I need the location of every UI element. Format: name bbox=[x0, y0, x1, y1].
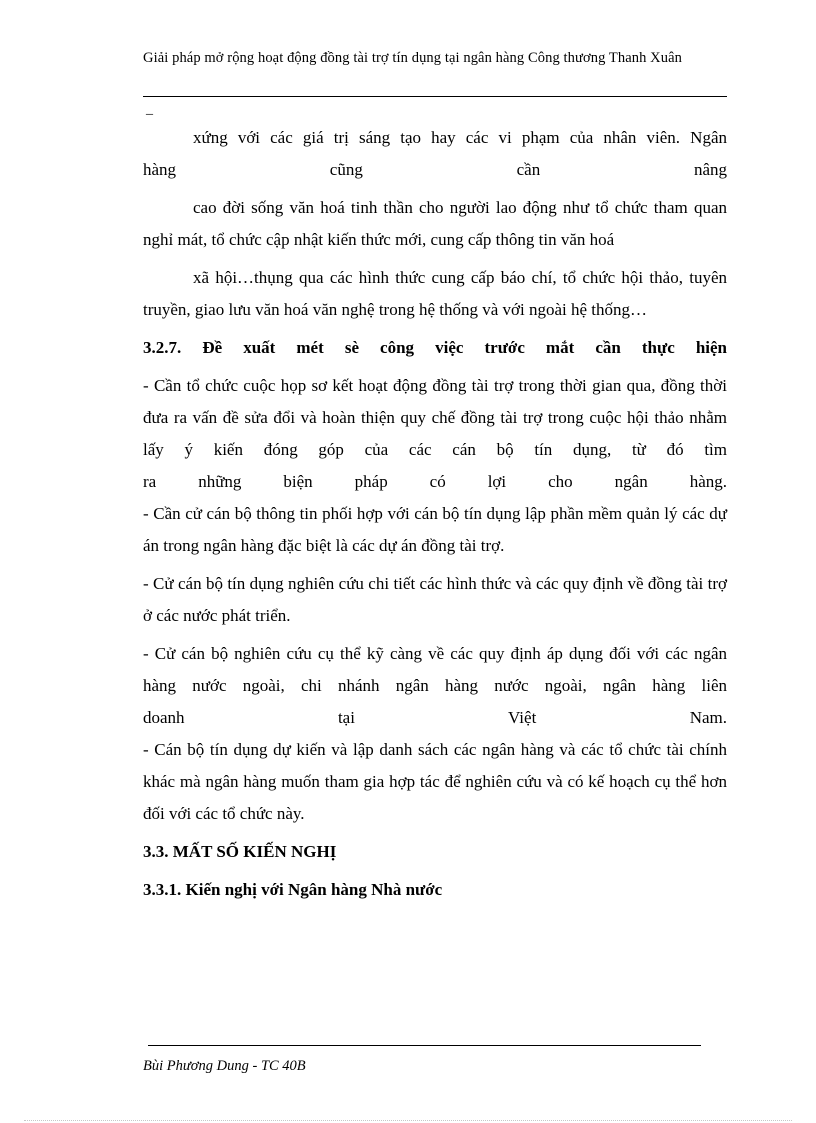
page-bottom-border bbox=[24, 1120, 792, 1121]
list-item: - Cần cử cán bộ thông tin phối hợp với cán bộ tín dụng lập phần mềm quản lý các dự án trong ngân hàng đặc biệt là các dự án đồng tài trợ. bbox=[143, 504, 727, 555]
section-heading-3-3: 3.3. MẤT SỐ KIẾN NGHỊ bbox=[143, 842, 337, 861]
footer-rule bbox=[148, 1045, 701, 1046]
page-header: Giải pháp mở rộng hoạt động đồng tài trợ tín dụng tại ngân hàng Công thương Thanh Xuân bbox=[143, 50, 682, 66]
page-footer: Bùi Phương Dung - TC 40B bbox=[143, 1058, 306, 1074]
section-heading-3-3-1: 3.3.1. Kiến nghị với Ngân hàng Nhà nước bbox=[143, 880, 443, 899]
paragraph: cao đời sống văn hoá tinh thần cho người lao động như tổ chức tham quan nghỉ mát, tổ chức cập nhật kiến thức mới, cung cấp thông tin văn hoá bbox=[143, 198, 727, 249]
paragraph: hàng cũng cần nâng bbox=[143, 160, 727, 179]
header-rule bbox=[143, 96, 727, 97]
section-heading-3-2-7: 3.2.7. Đề xuất mét sè công việc trước mắt cần thực hiện bbox=[143, 338, 727, 357]
list-item-continuation: doanh tại Việt Nam. bbox=[143, 708, 727, 727]
paragraph: xứng với các giá trị sáng tạo hay các vi phạm của nhân viên. Ngân bbox=[193, 128, 727, 147]
document-body bbox=[143, 122, 727, 906]
list-item: - Cần tổ chức cuộc họp sơ kết hoạt động đồng tài trợ trong thời gian qua, đồng thời đưa ra vấn đề sửa đổi và hoàn thiện quy chế đồng tài trợ trong cuộc hội thảo nhằm lấy ý kiến đóng góp của các cán bộ tín dụng, từ đó tìm bbox=[143, 376, 727, 459]
list-item: - Cử cán bộ tín dụng nghiên cứu chi tiết các hình thức và các quy định về đồng tài trợ ở các nước phát triển. bbox=[143, 574, 727, 625]
list-item-continuation: ra những biện pháp có lợi cho ngân hàng. bbox=[143, 472, 727, 491]
paragraph: xã hội…thụng qua các hình thức cung cấp báo chí, tổ chức hội thảo, tuyên truyền, giao lưu văn hoá văn nghệ trong hệ thống và với ngoài hệ thống… bbox=[143, 268, 727, 319]
list-item: - Cử cán bộ nghiên cứu cụ thể kỹ càng về các quy định áp dụng đối với các ngân hàng nước ngoài, chi nhánh ngân hàng nước ngoài, ngân hàng liên bbox=[143, 644, 727, 695]
header-dash: _ bbox=[146, 102, 153, 117]
list-item: - Cán bộ tín dụng dự kiến và lập danh sách các ngân hàng và các tổ chức tài chính khác mà ngân hàng muốn tham gia hợp tác để nghiên cứu và có kế hoạch cụ thể hơn đối với các tổ chức này. bbox=[143, 740, 727, 823]
